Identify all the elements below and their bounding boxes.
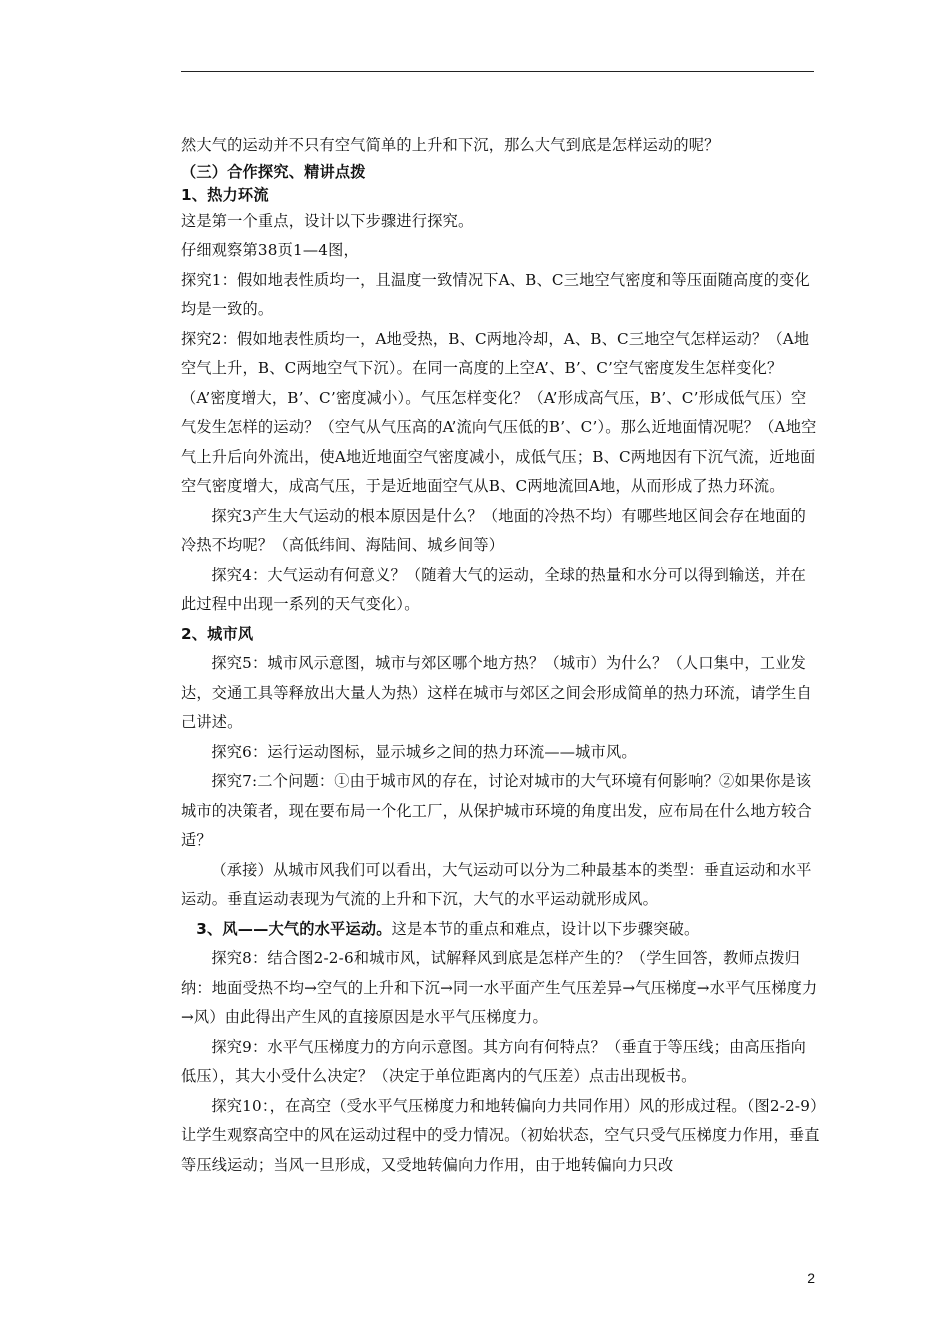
- paragraph: 然大气的运动并不只有空气简单的上升和下沉，那么大气到底是怎样运动的呢？: [181, 136, 720, 154]
- subsection-heading: 2、城市风: [181, 624, 254, 643]
- subsection-heading: 1、热力环流: [181, 185, 269, 204]
- paragraph: [181, 915, 821, 945]
- section-heading: （三）合作探究、精讲点拨: [181, 162, 366, 181]
- paragraph: （承接）从城市风我们可以看出，大气运动可以分为二种最基本的类型：垂直运动和水平运动。垂直运动表现为气流的上升和下沉，大气的水平运动就形成风。: [181, 860, 812, 908]
- paragraph: 探究7:二个问题：①由于城市风的存在，讨论对城市的大气环境有何影响？②如果你是该城市的决策者，现在要布局一个化工厂，从保护城市环境的角度出发，应布局在什么地方较合适？: [181, 772, 812, 849]
- page-number: 2: [807, 1270, 815, 1286]
- paragraph: 探究4：大气运动有何意义？（随着大气的运动，全球的热量和水分可以得到输送，并在此过程中出现一系列的天气变化）。: [181, 565, 806, 613]
- paragraph: 探究1：假如地表性质均一，且温度一致情况下A、B、C三地空气密度和等压面随高度的变化均是一致的。: [181, 270, 810, 318]
- paragraph: 探究3产生大气运动的根本原因是什么？（地面的冷热不均）有哪些地区间会存在地面的冷热不均呢？（高低纬间、海陆间、城乡间等）: [181, 506, 806, 554]
- paragraph: 探究5：城市风示意图，城市与郊区哪个地方热？（城市）为什么？（人口集中，工业发达，交通工具等释放出大量人为热）这样在城市与郊区之间会形成简单的热力环流，请学生自己讲述。: [181, 654, 812, 731]
- paragraph: 探究9：水平气压梯度力的方向示意图。其方向有何特点？（垂直于等压线；由高压指向低压），其大小受什么决定？（决定于单位距离内的气压差）点击出现板书。: [181, 1037, 806, 1085]
- paragraph: 这是第一个重点，设计以下步骤进行探究。: [181, 211, 474, 230]
- header-rule: [181, 71, 814, 72]
- paragraph: 探究6：运行运动图标，显示城乡之间的热力环流——城市风。: [211, 742, 637, 761]
- paragraph: 探究2：假如地表性质均一，A地受热，B、C两地冷却，A、B、C三地空气怎样运动？（A地空气上升，B、C两地空气下沉）。在同一高度的上空A’、B’、C’空气密度发生怎样变化？（A’密度增大，B’、C’密度减小）。气压怎样变化？（A’形成高气压，B’、C’形成低气压）空气发生怎样的运动？（空气从气压高的A’流向气压低的B’、C’）。那么近地面情况呢？（A地空气上升后向外流出，使A地近地面空气密度减小，成低气压；B、C两地因有下沉气流，近地面空气密度增大，成高气压，于是近地面空气从B、C两地流回A地，从而形成了热力环流。: [181, 329, 817, 495]
- subsection-heading-inline: 3、风——大气的水平运动。: [196, 919, 392, 938]
- paragraph: 探究8：结合图2-2-6和城市风，试解释风到底是怎样产生的？（学生回答，教师点拨归纳：地面受热不均→空气的上升和下沉→同一水平面产生气压差异→气压梯度→水平气压梯度力→风）由此得出产生风的直接原因是水平气压梯度力。: [181, 949, 818, 1026]
- paragraph-text: 这是本节的重点和难点，设计以下步骤突破。: [391, 919, 700, 938]
- document-body: [181, 131, 821, 1180]
- paragraph: 仔细观察第38页1—4图，: [181, 241, 359, 259]
- paragraph: 探究10：，在高空（受水平气压梯度力和地转偏向力共同作用）风的形成过程。（图2-2-9）让学生观察高空中的风在运动过程中的受力情况。（初始状态，空气只受气压梯度力作用，垂直等压线运动；当风一旦形成，又受地转偏向力作用，由于地转偏向力只改: [181, 1096, 820, 1174]
